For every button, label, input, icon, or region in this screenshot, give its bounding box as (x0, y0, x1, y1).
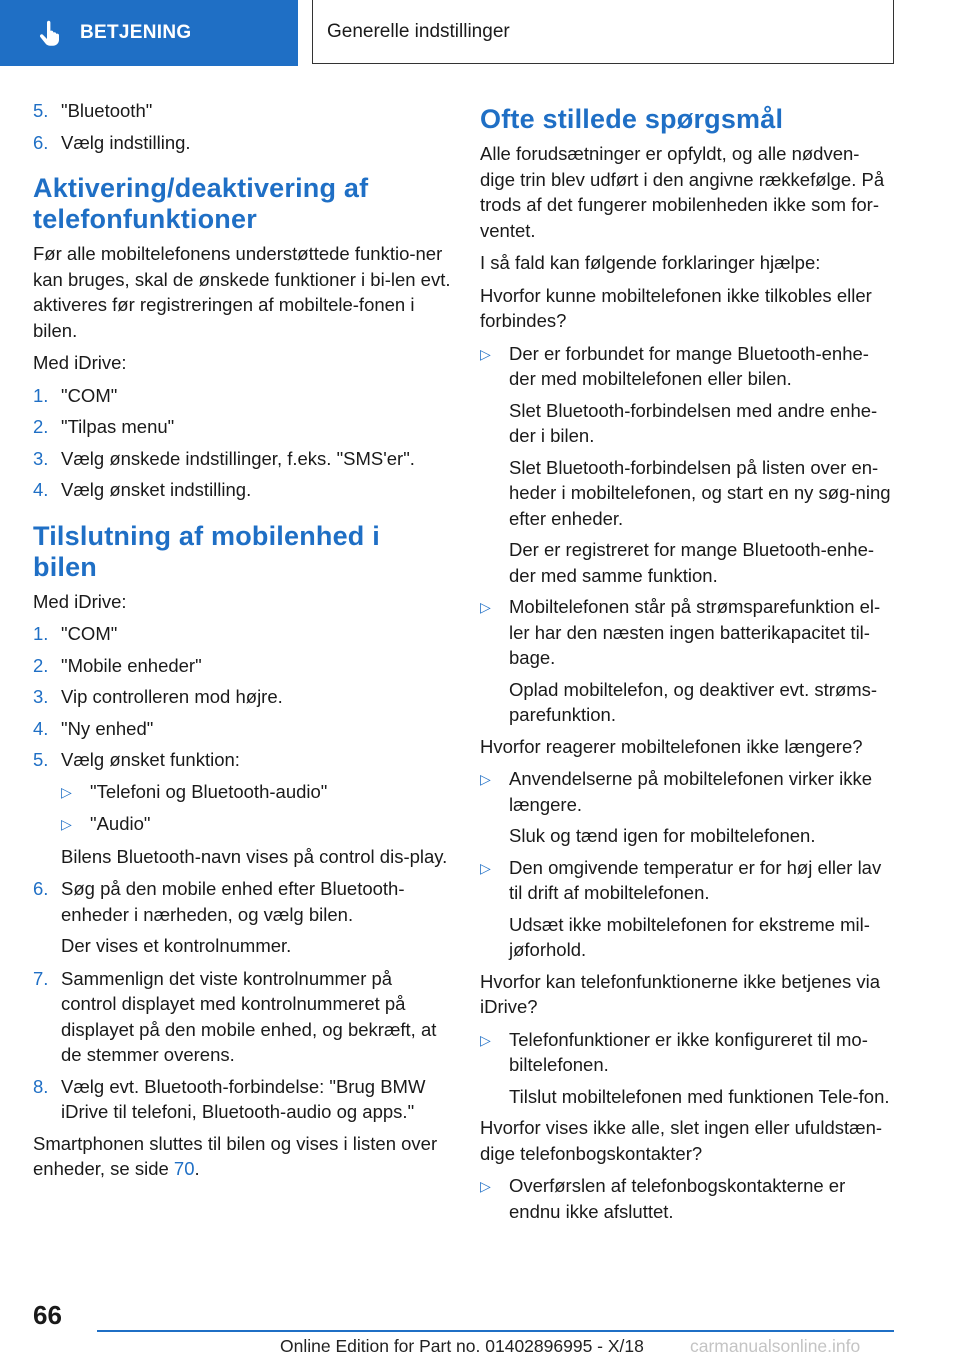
right-column (480, 98, 894, 1230)
step-item (33, 130, 451, 156)
heading-faq: Ofte stillede spørgsmål (480, 104, 784, 134)
triangle-bullet-icon: ▷ (61, 816, 72, 832)
step-text: Vælg ønsket indstilling. (61, 479, 252, 500)
triangle-bullet-icon: ▷ (480, 1031, 491, 1048)
step-number: 8. (33, 1075, 49, 1097)
bullet-text: Den omgivende temperatur er for høj eller lav til drift af mobiltelefonen. (509, 856, 882, 903)
chapter-tab (312, 0, 894, 64)
step-text: Sammenlign det viste kontrolnummer på control displayet med kontrolnummeret på displayet på den mobile enhed, og bekræft, at de stemmer overens. (61, 967, 437, 1065)
footer-edition: Online Edition for Part no. 01402896995 - X/18 (280, 1336, 644, 1356)
bullet-item (61, 779, 451, 806)
step-note: Der vises et kontrolnummer. (61, 935, 292, 956)
page-number: 66 (33, 1300, 62, 1330)
step-text: Vælg ønskede indstillinger, f.eks. "SMS'er". (61, 447, 415, 469)
bullet-item (480, 855, 894, 906)
paragraph-activate: Før alle mobiltelefonens understøttede funktio-ner kan bruges, skal de ønskede funktioner i bi-len evt. aktiveres før registreringen af mobiltele-fonen i bilen. (33, 243, 451, 341)
bullet-item (480, 1027, 894, 1078)
step-item (33, 1074, 451, 1125)
faq-answer: Udsæt ikke mobiltelefonen for ekstreme mil-jøforhold. (509, 913, 870, 960)
step-text: Vælg evt. Bluetooth-forbindelse: "Brug BMW iDrive til telefoni, Bluetooth-audio og apps." (61, 1075, 426, 1122)
triangle-bullet-icon: ▷ (480, 345, 491, 362)
step-number: 1. (33, 623, 49, 644)
step-text: Vip controlleren mod højre. (61, 686, 283, 707)
bullet-item (480, 766, 894, 817)
bullet-text: "Audio" (90, 813, 151, 834)
step-text: "COM" (61, 623, 118, 644)
triangle-bullet-icon: ▷ (480, 771, 491, 787)
bullet-item (480, 341, 894, 392)
page-header (0, 0, 960, 66)
step-item (33, 98, 451, 124)
step-number: 5. (33, 749, 49, 770)
step-item (33, 747, 451, 773)
step-number: 4. (33, 717, 49, 739)
bullet-item (480, 594, 894, 671)
triangle-bullet-icon: ▷ (480, 859, 491, 876)
faq-question: Hvorfor reagerer mobiltelefonen ikke længere? (480, 735, 863, 757)
watermark: carmanualsonline.info (690, 1336, 861, 1356)
step-number: 3. (33, 686, 49, 707)
step-item (33, 684, 451, 710)
step-text: "Ny enhed" (61, 717, 154, 739)
heading-connect-device: Tilslutning af mobilenhed i bilen (33, 520, 380, 582)
step-text: Vælg indstilling. (61, 131, 191, 153)
step-number: 6. (33, 131, 49, 153)
step-note: Bilens Bluetooth-navn vises på control dis-play. (61, 845, 448, 867)
step-text: Søg på den mobile enhed efter Bluetooth-enheder i nærheden, og vælg bilen. (61, 878, 405, 925)
faq-question: Hvorfor kan telefonfunktionerne ikke betjenes via iDrive? (480, 970, 881, 1017)
footer-divider (97, 1330, 894, 1332)
faq-answer: Slet Bluetooth-forbindelsen med andre enhe-der i bilen. (509, 399, 878, 446)
closing-text: Smartphonen sluttes til bilen og vises i listen over enheder, se side (33, 1132, 438, 1179)
step-number: 3. (33, 447, 49, 469)
faq-answer: Tilslut mobiltelefonen med funktionen Tele-fon. (509, 1085, 890, 1107)
step-number: 6. (33, 878, 49, 899)
chapter-title: Generelle indstillinger (327, 20, 510, 42)
step-number: 5. (33, 100, 49, 121)
step-item (33, 716, 451, 742)
left-column (33, 98, 451, 1189)
bullet-text: Telefonfunktioner er ikke konfigureret til mo-biltelefonen. (509, 1028, 868, 1075)
section-tab-betjening[interactable] (0, 0, 298, 66)
triangle-bullet-icon: ▷ (61, 783, 72, 800)
step-number: 4. (33, 479, 49, 500)
step-item (33, 653, 451, 679)
faq-question: Hvorfor kunne mobiltelefonen ikke tilkobles eller forbindes? (480, 284, 872, 331)
faq-answer: Oplad mobiltelefon, og deaktiver evt. strøms-parefunktion. (509, 678, 878, 725)
closing-paragraph (33, 1131, 451, 1182)
step-number: 1. (33, 384, 49, 406)
step-text: Vælg ønsket funktion: (61, 749, 240, 770)
bullet-text: Anvendelserne på mobiltelefonen virker ikke længere. (509, 768, 873, 815)
with-idrive-label: Med iDrive: (33, 352, 127, 373)
bullet-item (480, 1173, 894, 1224)
faq-intro: Alle forudsætninger er opfyldt, og alle nødven-dige trin blev udført i den angivne rækkefølge. På trods af det fungerer mobilenheden ikke som for-ventet. (480, 143, 885, 241)
faq-answer: Sluk og tænd igen for mobiltelefonen. (509, 825, 816, 846)
section-tab-label: BETJENING (80, 22, 192, 43)
step-text: "Tilpas menu" (61, 416, 175, 437)
bullet-text: "Telefoni og Bluetooth-audio" (90, 780, 328, 802)
step-item (33, 383, 451, 409)
step-text: "COM" (61, 384, 118, 406)
bullet-text: Overførslen af telefonbogskontakterne er endnu ikke afsluttet. (509, 1175, 846, 1222)
triangle-bullet-icon: ▷ (480, 1178, 491, 1194)
triangle-bullet-icon: ▷ (480, 599, 491, 615)
step-text: "Bluetooth" (61, 100, 153, 121)
closing-end: . (194, 1158, 200, 1179)
bullet-text: Mobiltelefonen står på strømsparefunktion el-ler har den næsten ingen batterikapacitet til-bage. (509, 596, 881, 668)
step-number: 2. (33, 654, 49, 676)
faq-help: I så fald kan følgende forklaringer hjælpe: (480, 252, 821, 273)
hand-pointer-icon (38, 20, 62, 46)
page-link[interactable]: 70 (173, 1158, 195, 1179)
bullet-text: Der er forbundet for mange Bluetooth-enhe-der med mobiltelefonen eller bilen. (509, 342, 869, 389)
step-text: "Mobile enheder" (61, 654, 202, 676)
step-item (33, 876, 451, 927)
step-item (33, 966, 451, 1068)
heading-activate-phone-functions: Aktivering/deaktivering af telefonfunktioner (33, 173, 369, 234)
step-number: 7. (33, 967, 49, 989)
step-item (33, 446, 451, 472)
with-idrive-label: Med iDrive: (33, 590, 127, 612)
faq-question: Hvorfor vises ikke alle, slet ingen eller ufuldstæn-dige telefonbogskontakter? (480, 1117, 883, 1164)
step-item (33, 477, 451, 503)
step-item (33, 621, 451, 647)
step-number: 2. (33, 416, 49, 437)
bullet-item (61, 811, 451, 838)
faq-answer: Slet Bluetooth-forbindelsen på listen over en-heder i mobiltelefonen, og start en ny søg-ning efter enheder. (509, 456, 891, 529)
faq-answer: Der er registreret for mange Bluetooth-enhe-der med samme funktion. (509, 539, 875, 586)
step-item (33, 414, 451, 440)
